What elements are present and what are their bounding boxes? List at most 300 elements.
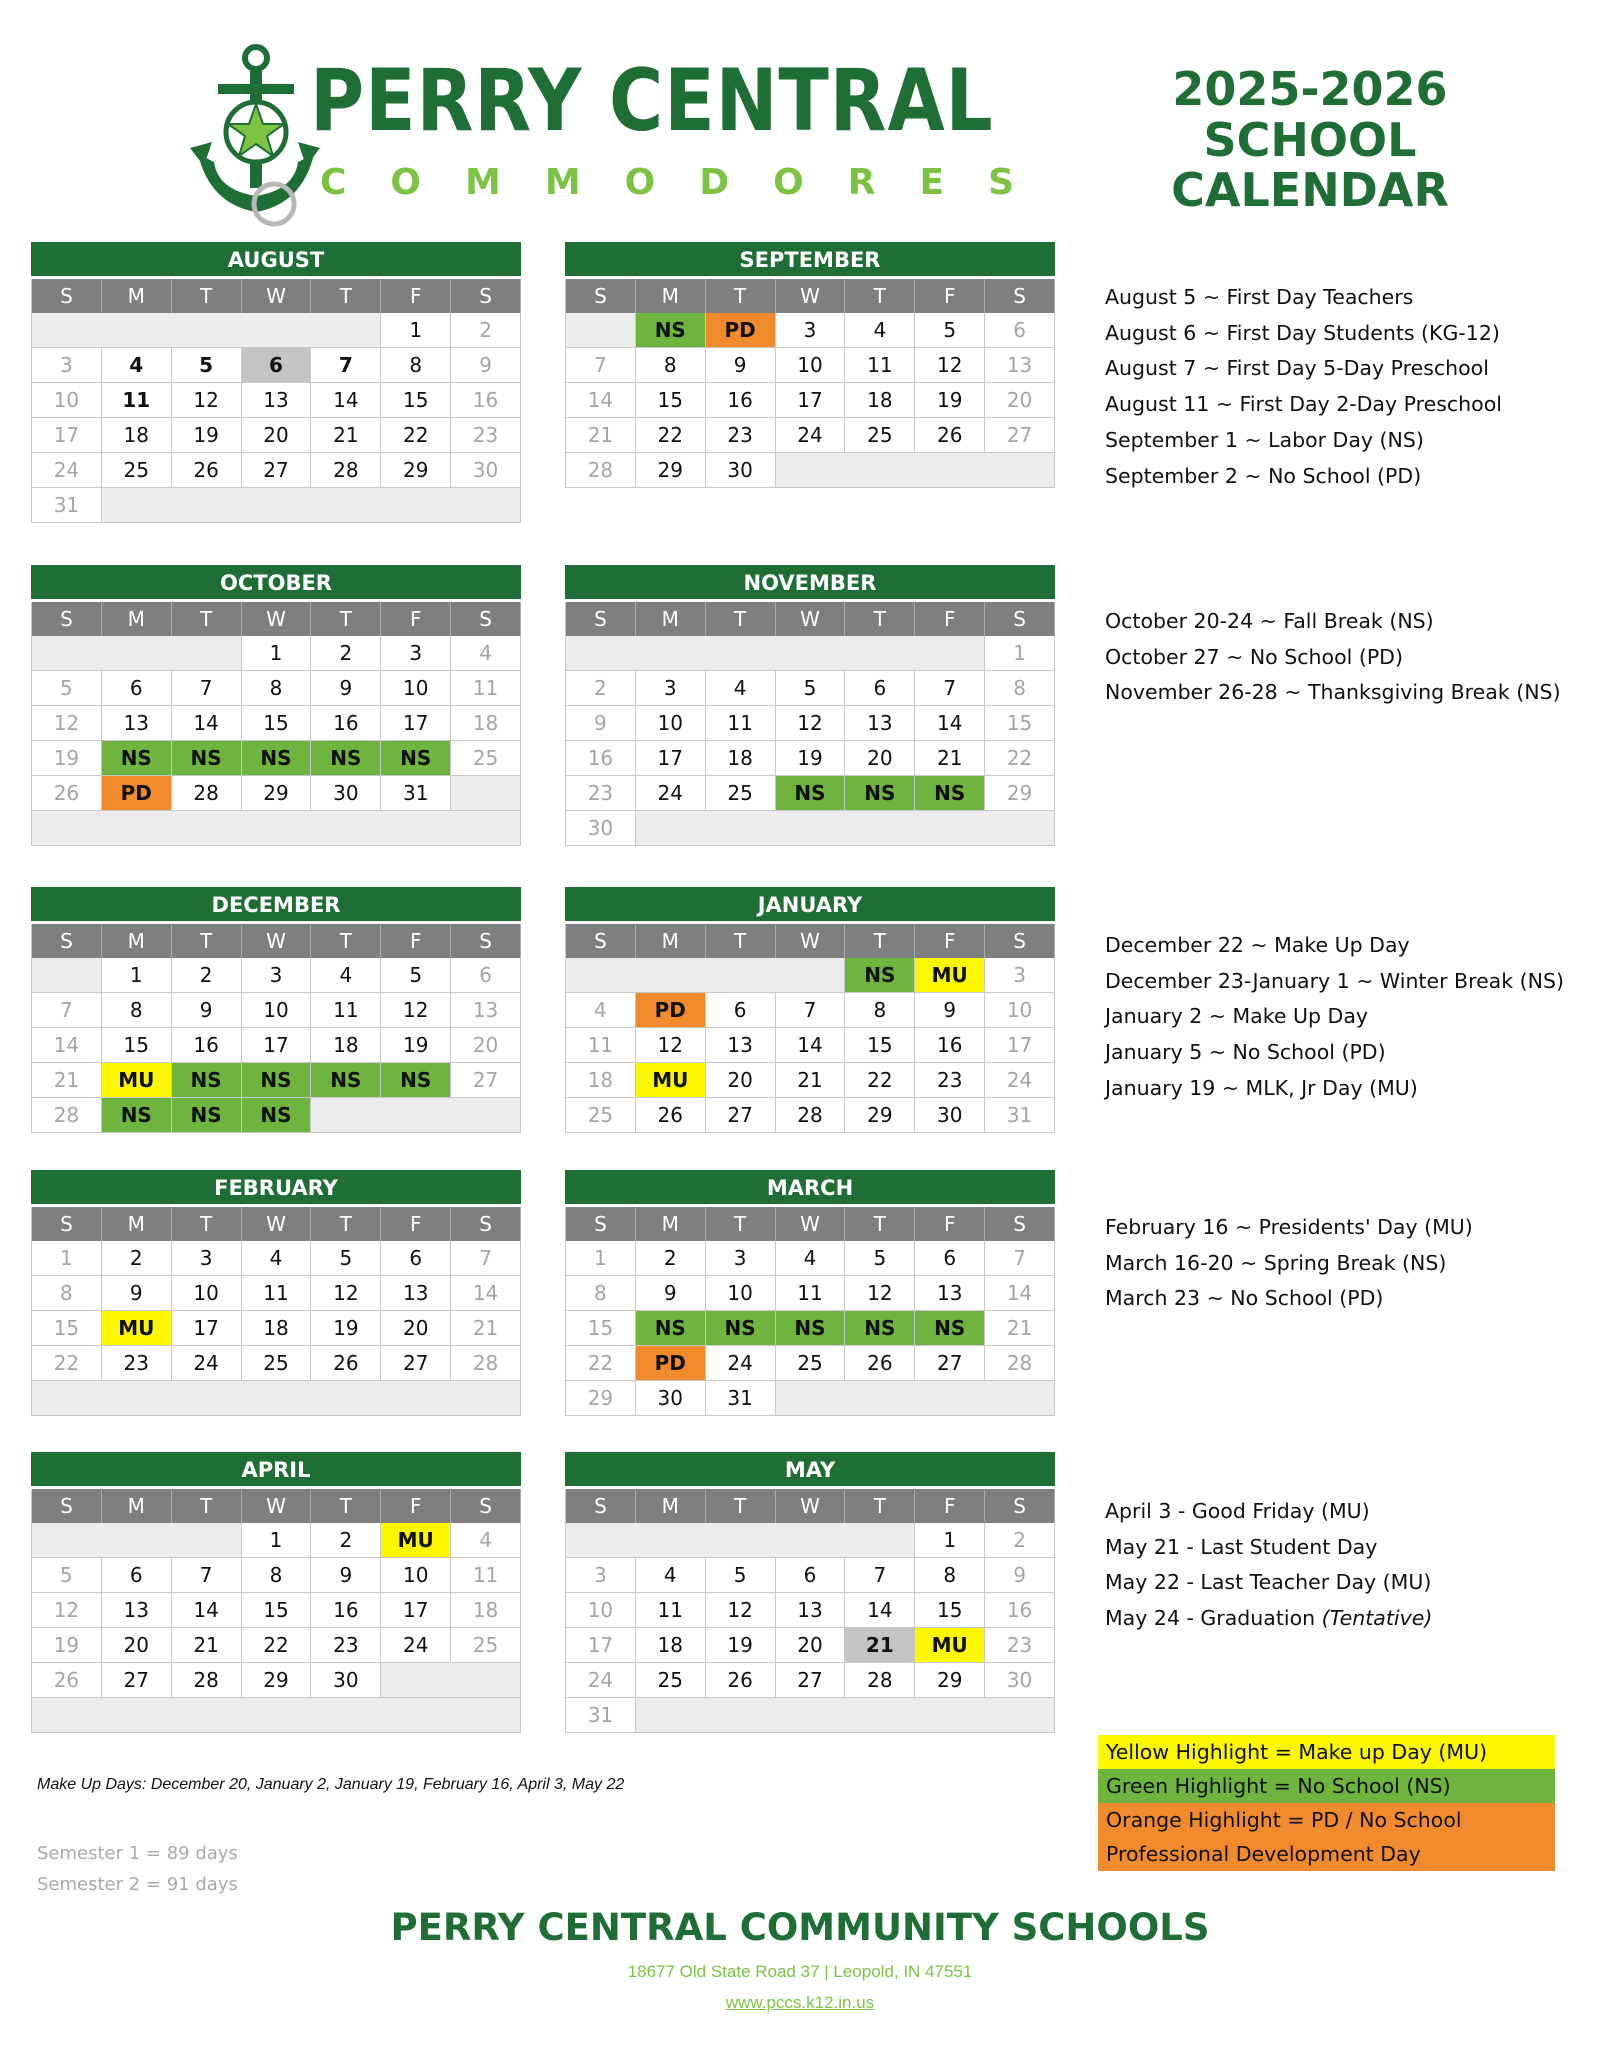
weekday-header: T: [706, 924, 776, 958]
weekday-header: W: [242, 602, 312, 636]
day-cell: 3: [706, 1241, 776, 1276]
anchor-star-icon: [190, 44, 320, 229]
day-cell: 16: [566, 741, 636, 776]
day-cell: 29: [566, 1381, 636, 1416]
day-cell: 8: [32, 1276, 102, 1311]
month-grid: [565, 924, 1055, 1133]
day-cell: 1: [102, 958, 172, 993]
day-cell: 12: [706, 1593, 776, 1628]
day-cell: 7: [985, 1241, 1055, 1276]
no-school-day: NS: [102, 1098, 172, 1133]
month-header: FEBRUARY: [31, 1170, 521, 1207]
day-cell: 13: [451, 993, 521, 1028]
day-cell: 24: [776, 418, 846, 453]
empty-cell: [32, 313, 381, 348]
day-cell: 7: [172, 671, 242, 706]
day-cell: 8: [985, 671, 1055, 706]
no-school-day: NS: [776, 776, 846, 811]
weekday-header: M: [102, 924, 172, 958]
day-cell: 15: [845, 1028, 915, 1063]
day-cell: 31: [985, 1098, 1055, 1133]
weekday-header: M: [636, 924, 706, 958]
day-cell: 5: [32, 1558, 102, 1593]
day-cell: 3: [776, 313, 846, 348]
day-cell: 3: [566, 1558, 636, 1593]
weekday-header: F: [915, 602, 985, 636]
weekday-header: M: [636, 602, 706, 636]
day-cell: 25: [776, 1346, 846, 1381]
calendar-title: [1095, 64, 1525, 216]
day-cell: 10: [636, 706, 706, 741]
day-cell: 10: [242, 993, 312, 1028]
legend-makeup: Yellow Highlight = Make up Day (MU): [1098, 1735, 1555, 1769]
empty-cell: [381, 1663, 521, 1698]
day-cell: 7: [451, 1241, 521, 1276]
month-september: [565, 242, 1055, 488]
day-cell: 5: [776, 671, 846, 706]
day-cell: 14: [451, 1276, 521, 1311]
day-cell: 15: [242, 1593, 312, 1628]
day-cell: 25: [706, 776, 776, 811]
day-cell: 29: [636, 453, 706, 488]
day-cell: 16: [451, 383, 521, 418]
day-cell: 19: [776, 741, 846, 776]
day-cell: 4: [845, 313, 915, 348]
weekday-header: T: [845, 924, 915, 958]
empty-cell: [566, 313, 636, 348]
no-school-day: NS: [242, 741, 312, 776]
weekday-header: S: [566, 279, 636, 313]
district-name: PERRY CENTRAL COMMUNITY SCHOOLS: [390, 1906, 1210, 1949]
day-cell: 15: [32, 1311, 102, 1346]
weekday-header: T: [172, 602, 242, 636]
district-website-link[interactable]: www.pccs.k12.in.us: [725, 1993, 875, 2012]
day-cell: 17: [776, 383, 846, 418]
empty-cell: [32, 958, 102, 993]
empty-cell: [776, 453, 1055, 488]
day-cell: 24: [706, 1346, 776, 1381]
day-cell: 27: [776, 1663, 846, 1698]
day-cell: 9: [451, 348, 521, 383]
month-header: MARCH: [565, 1170, 1055, 1207]
day-cell: 26: [915, 418, 985, 453]
day-cell: 29: [381, 453, 451, 488]
day-cell: 6: [381, 1241, 451, 1276]
weekday-header: W: [776, 602, 846, 636]
day-cell: 15: [102, 1028, 172, 1063]
day-cell: 5: [32, 671, 102, 706]
weekday-header: T: [706, 279, 776, 313]
day-cell: 6: [242, 348, 312, 383]
day-cell: 13: [915, 1276, 985, 1311]
day-cell: 14: [311, 383, 381, 418]
pd-day: PD: [706, 313, 776, 348]
day-cell: 4: [242, 1241, 312, 1276]
month-header: NOVEMBER: [565, 565, 1055, 602]
day-cell: 9: [311, 671, 381, 706]
day-cell: 1: [381, 313, 451, 348]
makeup-day: MU: [636, 1063, 706, 1098]
no-school-day: NS: [845, 1311, 915, 1346]
weekday-header: S: [451, 1207, 521, 1241]
day-cell: 28: [32, 1098, 102, 1133]
day-cell: 9: [636, 1276, 706, 1311]
day-cell: 25: [451, 741, 521, 776]
day-cell: 7: [776, 993, 846, 1028]
weekday-header: T: [311, 1489, 381, 1523]
makeup-day: MU: [915, 1628, 985, 1663]
empty-cell: [102, 488, 521, 523]
day-cell: 3: [242, 958, 312, 993]
day-cell: 3: [172, 1241, 242, 1276]
day-cell: 4: [451, 1523, 521, 1558]
weekday-header: T: [311, 602, 381, 636]
day-cell: 4: [311, 958, 381, 993]
day-cell: 17: [32, 418, 102, 453]
day-cell: 28: [451, 1346, 521, 1381]
day-cell: 20: [706, 1063, 776, 1098]
weekday-header: S: [451, 279, 521, 313]
day-cell: 2: [985, 1523, 1055, 1558]
weekday-header: S: [32, 279, 102, 313]
day-cell: 18: [706, 741, 776, 776]
day-cell: 9: [172, 993, 242, 1028]
day-cell: 16: [706, 383, 776, 418]
no-school-day: NS: [172, 1063, 242, 1098]
day-cell: 20: [102, 1628, 172, 1663]
weekday-header: T: [706, 602, 776, 636]
day-cell: 21: [566, 418, 636, 453]
event-item: March 23 ~ No School (PD): [1105, 1286, 1384, 1311]
empty-cell: [566, 1523, 915, 1558]
month-grid: [31, 1489, 521, 1733]
day-cell: 2: [311, 1523, 381, 1558]
weekday-header: W: [242, 1489, 312, 1523]
month-march: [565, 1170, 1055, 1416]
event-item: January 2 ~ Make Up Day: [1105, 1004, 1369, 1029]
empty-cell: [32, 1523, 242, 1558]
weekday-header: S: [985, 602, 1055, 636]
day-cell: 29: [845, 1098, 915, 1133]
day-cell: 8: [566, 1276, 636, 1311]
weekday-header: S: [451, 1489, 521, 1523]
day-cell: 2: [311, 636, 381, 671]
day-cell: 4: [102, 348, 172, 383]
day-cell: 14: [32, 1028, 102, 1063]
day-cell: 13: [381, 1276, 451, 1311]
day-cell: 14: [566, 383, 636, 418]
day-cell: 20: [242, 418, 312, 453]
day-cell: 23: [451, 418, 521, 453]
day-cell: 6: [985, 313, 1055, 348]
event-list: [1105, 928, 1585, 1107]
day-cell: 11: [776, 1276, 846, 1311]
event-item: September 2 ~ No School (PD): [1105, 463, 1422, 488]
day-cell: 27: [985, 418, 1055, 453]
event-item: May 24 - Graduation (Tentative): [1105, 1606, 1433, 1631]
day-cell: 1: [32, 1241, 102, 1276]
empty-cell: [636, 811, 1055, 846]
day-cell: 16: [311, 706, 381, 741]
month-april: [31, 1452, 521, 1733]
day-cell: 1: [566, 1241, 636, 1276]
day-cell: 26: [845, 1346, 915, 1381]
district-address: 18677 Old State Road 37 | Leopold, IN 47551: [627, 1962, 973, 1981]
day-cell: 21: [172, 1628, 242, 1663]
day-cell: 26: [32, 1663, 102, 1698]
day-cell: 6: [915, 1241, 985, 1276]
day-cell: 25: [636, 1663, 706, 1698]
day-cell: 8: [915, 1558, 985, 1593]
day-cell: 26: [172, 453, 242, 488]
legend-pd: Orange Highlight = PD / No School: [1098, 1803, 1555, 1837]
day-cell: 17: [242, 1028, 312, 1063]
day-cell: 4: [776, 1241, 846, 1276]
school-year: 2025-2026: [1172, 62, 1448, 116]
day-cell: 16: [311, 1593, 381, 1628]
weekday-header: M: [636, 1489, 706, 1523]
day-cell: 28: [985, 1346, 1055, 1381]
day-cell: 21: [845, 1628, 915, 1663]
day-cell: 11: [706, 706, 776, 741]
event-item: January 19 ~ MLK, Jr Day (MU): [1105, 1075, 1418, 1100]
day-cell: 20: [985, 383, 1055, 418]
day-cell: 29: [242, 776, 312, 811]
day-cell: 31: [32, 488, 102, 523]
day-cell: 10: [776, 348, 846, 383]
day-cell: 20: [776, 1628, 846, 1663]
month-august: [31, 242, 521, 523]
weekday-header: W: [776, 279, 846, 313]
day-cell: 12: [32, 1593, 102, 1628]
day-cell: 13: [102, 1593, 172, 1628]
event-item: March 16-20 ~ Spring Break (NS): [1105, 1250, 1447, 1275]
month-december: [31, 887, 521, 1133]
weekday-header: S: [32, 1207, 102, 1241]
empty-cell: [311, 1098, 521, 1133]
day-cell: 10: [32, 383, 102, 418]
month-grid: [31, 602, 521, 846]
day-cell: 15: [381, 383, 451, 418]
event-item: January 5 ~ No School (PD): [1105, 1040, 1386, 1065]
weekday-header: T: [172, 1207, 242, 1241]
day-cell: 26: [706, 1663, 776, 1698]
weekday-header: T: [845, 279, 915, 313]
day-cell: 19: [32, 741, 102, 776]
event-item: October 20-24 ~ Fall Break (NS): [1105, 609, 1434, 633]
day-cell: 13: [706, 1028, 776, 1063]
perry-central-logo: [190, 44, 1059, 229]
no-school-day: NS: [311, 741, 381, 776]
event-list: [1105, 1210, 1585, 1317]
day-cell: 24: [566, 1663, 636, 1698]
day-cell: 24: [32, 453, 102, 488]
logo-subtitle: COMMODORES: [320, 162, 1059, 203]
weekday-header: F: [915, 279, 985, 313]
day-cell: 9: [706, 348, 776, 383]
day-cell: 20: [845, 741, 915, 776]
no-school-day: NS: [242, 1098, 312, 1133]
month-grid: [31, 279, 521, 523]
day-cell: 30: [985, 1663, 1055, 1698]
day-cell: 8: [845, 993, 915, 1028]
day-cell: 24: [381, 1628, 451, 1663]
day-cell: 25: [845, 418, 915, 453]
day-cell: 29: [985, 776, 1055, 811]
day-cell: 11: [451, 671, 521, 706]
day-cell: 5: [172, 348, 242, 383]
semester-2-days: Semester 2 = 91 days: [37, 1874, 238, 1895]
day-cell: 29: [915, 1663, 985, 1698]
event-list: [1105, 280, 1585, 494]
day-cell: 24: [172, 1346, 242, 1381]
day-cell: 18: [242, 1311, 312, 1346]
day-cell: 19: [311, 1311, 381, 1346]
day-cell: 22: [845, 1063, 915, 1098]
day-cell: 17: [636, 741, 706, 776]
day-cell: 12: [915, 348, 985, 383]
no-school-day: NS: [636, 1311, 706, 1346]
day-cell: 21: [776, 1063, 846, 1098]
day-cell: 22: [32, 1346, 102, 1381]
weekday-header: T: [311, 1207, 381, 1241]
day-cell: 1: [985, 636, 1055, 671]
day-cell: 25: [242, 1346, 312, 1381]
day-cell: 5: [706, 1558, 776, 1593]
weekday-header: T: [172, 1489, 242, 1523]
day-cell: 2: [451, 313, 521, 348]
day-cell: 6: [776, 1558, 846, 1593]
no-school-day: NS: [381, 741, 451, 776]
month-grid: [565, 279, 1055, 488]
legend: [1098, 1735, 1555, 1871]
day-cell: 27: [706, 1098, 776, 1133]
pd-day: PD: [102, 776, 172, 811]
day-cell: 7: [311, 348, 381, 383]
day-cell: 30: [311, 776, 381, 811]
no-school-day: NS: [172, 741, 242, 776]
day-cell: 27: [242, 453, 312, 488]
day-cell: 24: [636, 776, 706, 811]
day-cell: 5: [915, 313, 985, 348]
day-cell: 28: [566, 453, 636, 488]
day-cell: 15: [566, 1311, 636, 1346]
makeup-day: MU: [102, 1063, 172, 1098]
no-school-day: NS: [636, 313, 706, 348]
day-cell: 18: [311, 1028, 381, 1063]
day-cell: 7: [32, 993, 102, 1028]
day-cell: 26: [311, 1346, 381, 1381]
day-cell: 16: [172, 1028, 242, 1063]
day-cell: 8: [636, 348, 706, 383]
day-cell: 20: [381, 1311, 451, 1346]
day-cell: 18: [845, 383, 915, 418]
weekday-header: S: [566, 1489, 636, 1523]
day-cell: 15: [242, 706, 312, 741]
day-cell: 26: [636, 1098, 706, 1133]
day-cell: 17: [985, 1028, 1055, 1063]
day-cell: 30: [311, 1663, 381, 1698]
day-cell: 1: [242, 1523, 312, 1558]
day-cell: 21: [915, 741, 985, 776]
no-school-day: NS: [776, 1311, 846, 1346]
weekday-header: T: [706, 1207, 776, 1241]
weekday-header: T: [311, 924, 381, 958]
month-october: [31, 565, 521, 846]
weekday-header: T: [845, 602, 915, 636]
weekday-header: M: [102, 279, 172, 313]
day-cell: 9: [566, 706, 636, 741]
month-header: OCTOBER: [31, 565, 521, 602]
day-cell: 23: [566, 776, 636, 811]
day-cell: 28: [845, 1663, 915, 1698]
event-item: April 3 - Good Friday (MU): [1105, 1499, 1370, 1523]
month-grid: [565, 1489, 1055, 1733]
day-cell: 12: [172, 383, 242, 418]
day-cell: 11: [566, 1028, 636, 1063]
month-grid: [31, 924, 521, 1133]
weekday-header: W: [776, 1207, 846, 1241]
logo-title: PERRY CENTRAL: [310, 51, 994, 151]
day-cell: 15: [985, 706, 1055, 741]
day-cell: 13: [985, 348, 1055, 383]
weekday-header: F: [381, 602, 451, 636]
day-cell: 23: [311, 1628, 381, 1663]
weekday-header: S: [985, 1489, 1055, 1523]
weekday-header: W: [776, 924, 846, 958]
month-grid: [31, 1207, 521, 1416]
day-cell: 18: [451, 1593, 521, 1628]
month-header: DECEMBER: [31, 887, 521, 924]
weekday-header: S: [32, 1489, 102, 1523]
day-cell: 17: [381, 706, 451, 741]
weekday-header: F: [381, 1489, 451, 1523]
day-cell: 9: [311, 1558, 381, 1593]
day-cell: 24: [985, 1063, 1055, 1098]
day-cell: 3: [32, 348, 102, 383]
day-cell: 25: [102, 453, 172, 488]
weekday-header: M: [102, 1489, 172, 1523]
day-cell: 11: [102, 383, 172, 418]
no-school-day: NS: [845, 776, 915, 811]
day-cell: 31: [706, 1381, 776, 1416]
day-cell: 2: [102, 1241, 172, 1276]
day-cell: 31: [381, 776, 451, 811]
empty-cell: [776, 1381, 1055, 1416]
day-cell: 7: [915, 671, 985, 706]
day-cell: 18: [102, 418, 172, 453]
empty-cell: [566, 958, 845, 993]
weekday-header: S: [566, 1207, 636, 1241]
day-cell: 10: [566, 1593, 636, 1628]
day-cell: 5: [311, 1241, 381, 1276]
day-cell: 7: [172, 1558, 242, 1593]
month-grid: [565, 1207, 1055, 1416]
day-cell: 11: [242, 1276, 312, 1311]
day-cell: 1: [242, 636, 312, 671]
no-school-day: NS: [172, 1098, 242, 1133]
day-cell: 19: [706, 1628, 776, 1663]
month-header: SEPTEMBER: [565, 242, 1055, 279]
no-school-day: NS: [311, 1063, 381, 1098]
weekday-header: S: [32, 602, 102, 636]
no-school-day: NS: [845, 958, 915, 993]
legend-pd-description: Professional Development Day: [1098, 1837, 1555, 1871]
day-cell: 14: [172, 706, 242, 741]
day-cell: 5: [381, 958, 451, 993]
day-cell: 2: [172, 958, 242, 993]
day-cell: 22: [381, 418, 451, 453]
